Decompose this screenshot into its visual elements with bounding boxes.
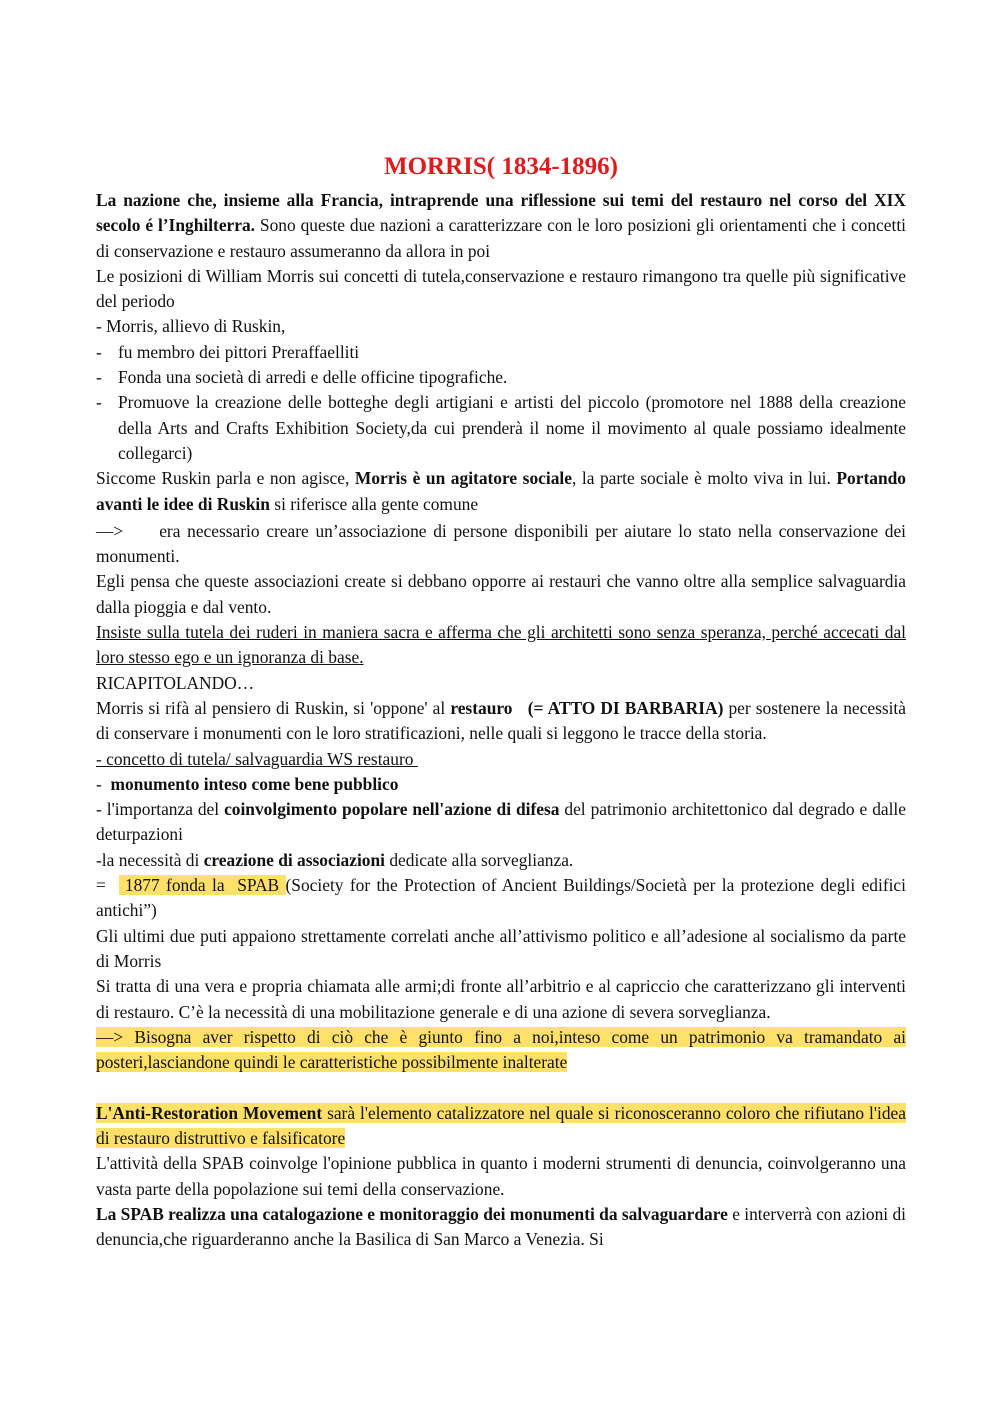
text-run: - l'importanza del bbox=[96, 799, 225, 820]
bold-run: Morris è un agitatore sociale bbox=[354, 468, 572, 489]
bullet-text: Promuove la creazione delle botteghe degli artigiani e artisti del piccolo (promotore nel 1888 della creazione della Arts and Crafts Exhibition Society,da cui prenderà il nome il movimento al quale possiamo idealmente collegarci) bbox=[118, 392, 906, 463]
text-run: sarà l'elemento catalizzatore nel quale si riconosceranno coloro che rifiutano l'idea di restauro distruttivo e falsificatore bbox=[96, 1102, 906, 1148]
list-item bbox=[96, 365, 906, 390]
paragraph-respect bbox=[96, 1025, 906, 1076]
paragraph-underlined: Insiste sulla tutela dei ruderi in maniera sacra e afferma che gli architetti sono senza speranza, perché accecati dal loro stesso ego e un ignoranza di base. bbox=[96, 622, 906, 668]
paragraph-recap bbox=[96, 696, 906, 747]
list-item bbox=[96, 390, 906, 466]
paragraph-association bbox=[96, 519, 906, 570]
text-run: del patrimonio architettonico dal degrado e dalle deturpazioni bbox=[96, 799, 906, 845]
text-run: (Society for the Protection of Ancient Buildings/Società per la protezione degli edifici antichi”) bbox=[96, 875, 906, 921]
paragraph-spab-activity: L'attività della SPAB coinvolge l'opinione pubblica in quanto i moderni strumenti di denuncia, coinvolgeranno una vasta parte della popolazione sui temi della conservazione. bbox=[96, 1153, 906, 1199]
paragraph-recap-heading: RICAPITOLANDO… bbox=[96, 672, 255, 693]
paragraph-involvement bbox=[96, 797, 906, 848]
paragraph-socialism: Gli ultimi due puti appaiono strettamente correlati anche all’attivismo politico e all’adesione al socialismo da parte di Morris bbox=[96, 925, 906, 971]
bullet-dash: - bbox=[96, 392, 102, 413]
highlighted-run: —> Bisogna aver rispetto di ciò che è giunto fino a noi,inteso come un patrimonio va tramandato ai posteri,lasciandone quindi le caratteristiche possibilmente inalterate bbox=[96, 1026, 906, 1073]
text-run: dedicate alla sorveglianza. bbox=[384, 849, 574, 870]
paragraph-associations bbox=[96, 848, 906, 873]
document-page bbox=[96, 148, 906, 1252]
bullet-dash: - bbox=[96, 341, 102, 362]
paragraph-positions: Le posizioni di William Morris sui concetti di tutela,conservazione e restauro rimangono tra quelle più significative del periodo bbox=[96, 265, 906, 312]
paragraph-anti-restoration bbox=[96, 1101, 906, 1152]
highlighted-run: 1877 fonda la SPAB bbox=[118, 875, 286, 896]
paragraph-oppose: Egli pensa che queste associazioni create si debbano opporre ai restauri che vanno oltre alla semplice salvaguardia dalla pioggia e dal vento. bbox=[96, 571, 906, 617]
paragraph-intro bbox=[96, 188, 906, 264]
bold-run: restauro (= ATTO DI BARBARIA) bbox=[450, 697, 724, 718]
bold-run: L'Anti-Restoration Movement bbox=[96, 1102, 323, 1123]
text-run: si riferisce alla gente comune bbox=[269, 493, 479, 514]
bold-run: La SPAB realizza una catalogazione e monitoraggio dei monumenti da salvaguardare bbox=[96, 1203, 728, 1224]
bullet-dash: - bbox=[96, 367, 102, 388]
paragraph-call-to-arms: Si tratta di una vera e propria chiamata alle armi;di fronte all’arbitrio e al capriccio che caratterizzano gli interventi di restauro. C’è la necessità di una mobilitazione generale e di una azione di severa sorveglianza. bbox=[96, 976, 906, 1022]
underlined-run: - concetto di tutela/ salvaguardia WS restauro bbox=[96, 748, 418, 769]
paragraph-spab bbox=[96, 873, 906, 924]
arrow-symbol: —> bbox=[96, 520, 124, 541]
text-run: e interverrà con azioni di denuncia,che riguarderanno anche la Basilica di San Marco a Venezia. Si bbox=[96, 1203, 907, 1250]
paragraph-pupil: - Morris, allievo di Ruskin, bbox=[96, 316, 286, 337]
text-run: Siccome Ruskin parla e non agisce, bbox=[96, 468, 355, 489]
text-run: = bbox=[96, 875, 119, 896]
bold-run: creazione di associazioni bbox=[203, 849, 385, 870]
paragraph-public-good bbox=[96, 772, 906, 797]
bullet-text: fu membro dei pittori Preraffaelliti bbox=[118, 341, 360, 362]
text-run: Morris si rifà al pensiero di Ruskin, si 'oppone' al bbox=[96, 697, 451, 718]
paragraph-spab-catalogue bbox=[96, 1202, 906, 1253]
paragraph-concept bbox=[96, 747, 906, 772]
text-run: era necessario creare un’associazione di persone disponibili per aiutare lo stato nella conservazione dei monumenti. bbox=[96, 520, 906, 567]
paragraph-agitator bbox=[96, 466, 906, 517]
bold-run: Portando avanti le idee di Ruskin bbox=[96, 468, 906, 514]
bullet-text: Fonda una società di arredi e delle officine tipografiche. bbox=[118, 367, 508, 388]
intro-bold: La nazione che, insieme alla Francia, intraprende una riflessione sui temi del restauro nel corso del XIX secolo é l’Inghilterra. bbox=[96, 190, 906, 236]
page-title: MORRIS( 1834-1896) bbox=[383, 153, 618, 180]
bold-run: monumento inteso come bene pubblico bbox=[110, 773, 399, 794]
intro-text: Sono queste due nazioni a caratterizzare con le loro posizioni gli orientamenti che i concetti di conservazione e restauro assumeranno da allora in poi bbox=[96, 215, 906, 261]
text-run: per sostenere la necessità di conservare i monumenti con le loro stratificazioni, nelle quali si leggono le tracce della storia. bbox=[96, 697, 906, 744]
text-run: , la parte sociale è molto viva in lui. bbox=[571, 468, 837, 489]
text-run: - bbox=[96, 773, 111, 794]
bold-run: coinvolgimento popolare nell'azione di difesa bbox=[224, 799, 560, 820]
text-run: -la necessità di bbox=[96, 849, 204, 870]
highlighted-run bbox=[96, 1103, 906, 1148]
list-item bbox=[96, 340, 906, 365]
